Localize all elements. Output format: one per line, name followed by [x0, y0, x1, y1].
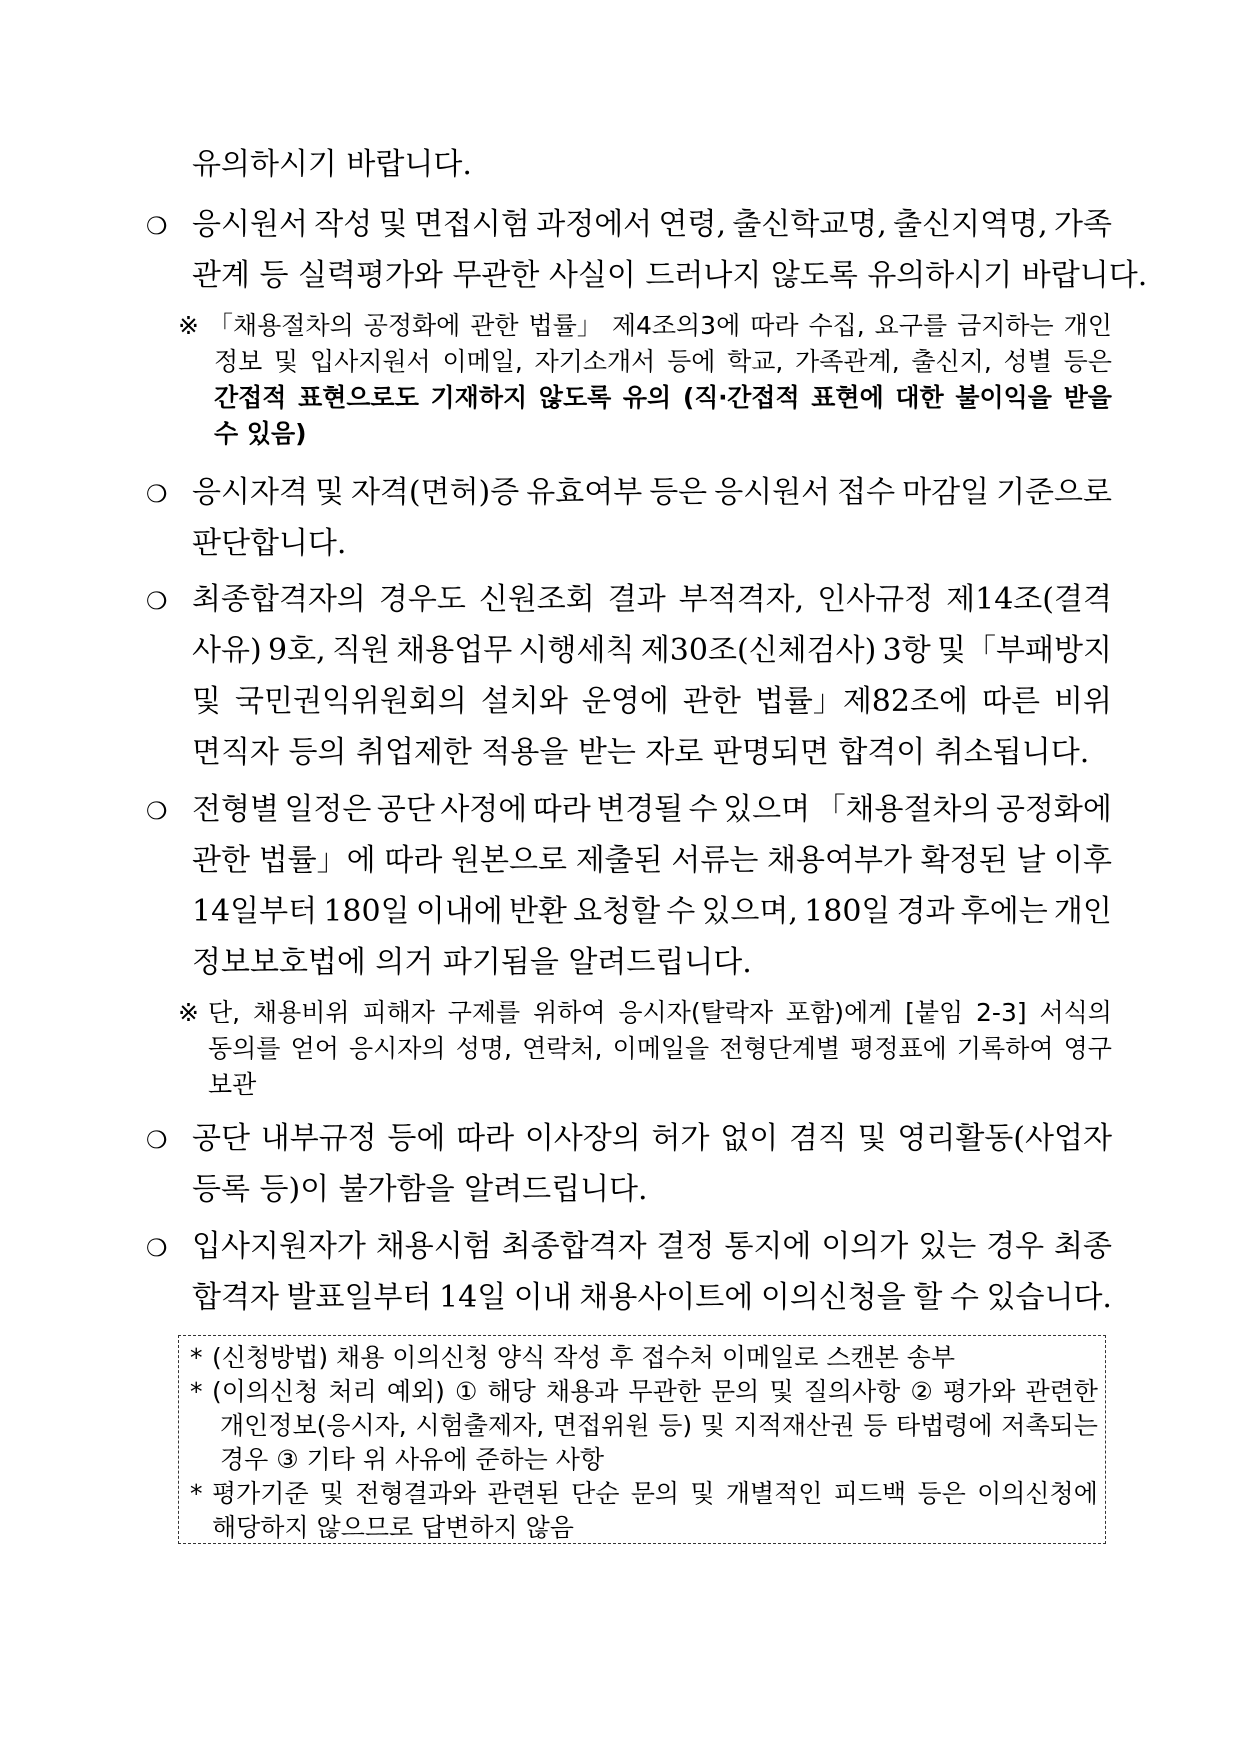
paragraph-4-line-2: 관한 법률」에 따라 원본으로 제출된 서류는 채용여부가 확정된 날 이후	[192, 843, 1112, 878]
box-item-3-line-1: 평가기준 및 전형결과와 관련된 단순 문의 및 개별적인 피드백 등은 이의신청에	[212, 1479, 1098, 1508]
box-item-3-line-2: 해당하지 않으므로 답변하지 않음	[212, 1513, 574, 1542]
bullet-icon: ❍	[146, 480, 168, 508]
paragraph-5-line-2: 등록 등)이 불가함을 알려드립니다.	[192, 1172, 648, 1207]
box-mark: *	[190, 1377, 203, 1406]
paragraph-4-line-1: 전형별 일정은 공단 사정에 따라 변경될 수 있으며 「채용절차의 공정화에	[192, 792, 1112, 827]
paragraph-3-line-4: 면직자 등의 취업제한 적용을 받는 자로 판명되면 합격이 취소됩니다.	[192, 735, 1090, 770]
note-1-line-4: 수 있음)	[214, 419, 307, 448]
paragraph-6-line-1: 입사지원자가 채용시험 최종합격자 결정 통지에 이의가 있는 경우 최종	[192, 1229, 1112, 1264]
paragraph-3-line-1: 최종합격자의 경우도 신원조회 결과 부적격자, 인사규정 제14조(결격	[192, 582, 1112, 617]
paragraph-4-line-4: 정보보호법에 의거 파기됨을 알려드립니다.	[192, 945, 752, 980]
paragraph-2-line-1: 응시자격 및 자격(면허)증 유효여부 등은 응시원서 접수 마감일 기준으로	[192, 475, 1112, 510]
box-item-2-line-2: 개인정보(응시자, 시험출제자, 면접위원 등) 및 지적재산권 등 타법령에 저촉되는	[220, 1411, 1098, 1440]
continuation-text: 유의하시기 바랍니다.	[192, 147, 472, 182]
note-mark: ※	[178, 998, 199, 1027]
bullet-icon: ❍	[146, 1126, 168, 1154]
box-mark: *	[190, 1479, 203, 1508]
note-1-line-3: 간접적 표현으로도 기재하지 않도록 유의 (직‧간접적 표현에 대한 불이익을 받을	[214, 383, 1112, 412]
box-item-2-line-1: (이의신청 처리 예외) ① 해당 채용과 무관한 문의 및 질의사항 ② 평가와 관련한	[212, 1377, 1098, 1406]
paragraph-3-line-3: 및 국민권익위원회의 설치와 운영에 관한 법률」제82조에 따른 비위	[192, 684, 1112, 719]
note-2-line-2: 동의를 얻어 응시자의 성명, 연락처, 이메일을 전형단계별 평정표에 기록하여 영구	[208, 1034, 1112, 1063]
note-1-line-2: 정보 및 입사지원서 이메일, 자기소개서 등에 학교, 가족관계, 출신지, 성별 등은	[214, 347, 1112, 376]
justify: 응시원서 작성 및 면접시험 과정에서 연령, 출신학교명, 출신지역명, 가족	[192, 207, 1112, 242]
note-2-line-3: 보관	[208, 1070, 257, 1099]
paragraph-6-line-2: 합격자 발표일부터 14일 이내 채용사이트에 이의신청을 할 수 있습니다.	[192, 1280, 1112, 1315]
bullet-icon: ❍	[146, 1234, 168, 1262]
note-mark: ※	[178, 311, 199, 340]
box-item-2-line-3: 경우 ③ 기타 위 사유에 준하는 사항	[220, 1445, 605, 1474]
paragraph-1-line-2: 관계 등 실력평가와 무관한 사실이 드러나지 않도록 유의하시기 바랍니다.	[192, 258, 1148, 293]
bullet-icon: ❍	[146, 212, 168, 240]
paragraph-4-line-3: 14일부터 180일 이내에 반환 요청할 수 있으며, 180일 경과 후에는 개인	[192, 894, 1112, 929]
bullet-icon: ❍	[146, 587, 168, 615]
paragraph-3-line-2: 사유) 9호, 직원 채용업무 시행세칙 제30조(신체검사) 3항 및「부패방지	[192, 633, 1112, 668]
note-2-line-1: 단, 채용비위 피해자 구제를 위하여 응시자(탈락자 포함)에게 [붙임 2-3] 서식의	[208, 998, 1112, 1027]
paragraph-5-line-1: 공단 내부규정 등에 따라 이사장의 허가 없이 겸직 및 영리활동(사업자	[192, 1121, 1112, 1156]
bullet-icon: ❍	[146, 797, 168, 825]
paragraph-2-line-2: 판단합니다.	[192, 526, 347, 561]
paragraph-1-line-1	[192, 207, 1112, 242]
box-mark: *	[190, 1343, 203, 1372]
box-item-1-line-1: (신청방법) 채용 이의신청 양식 작성 후 접수처 이메일로 스캔본 송부	[212, 1343, 956, 1372]
note-1-line-1: 「채용절차의 공정화에 관한 법률」 제4조의3에 따라 수집, 요구를 금지하는 개인	[208, 311, 1112, 340]
